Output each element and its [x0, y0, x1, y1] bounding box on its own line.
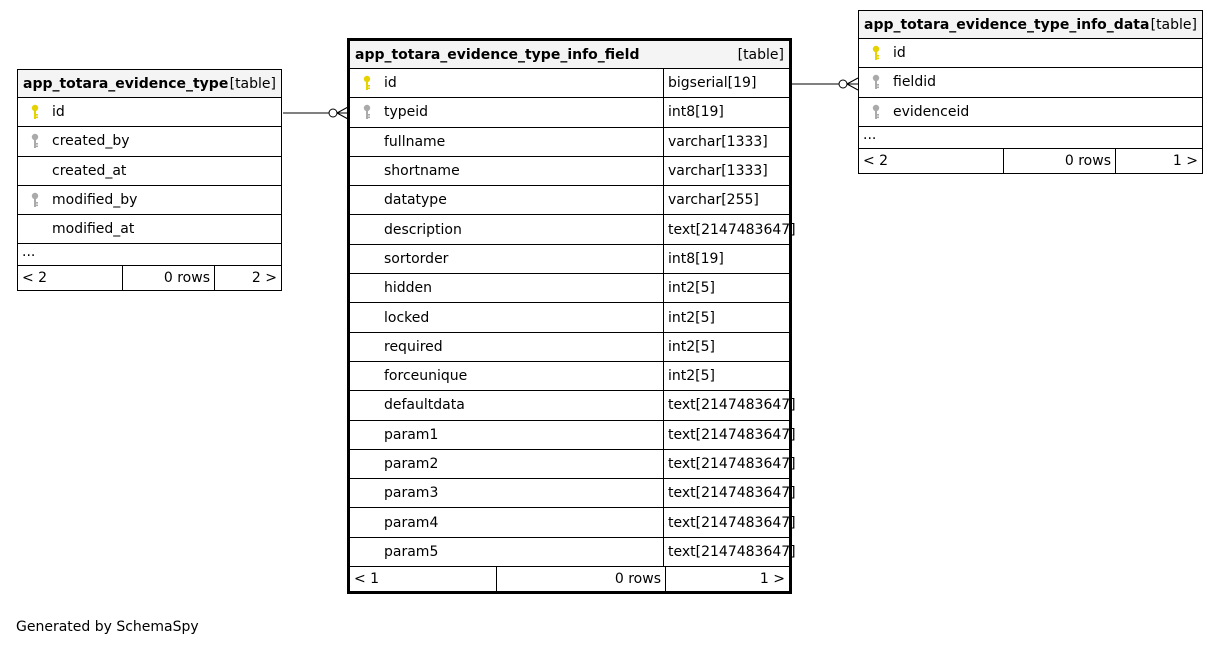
- column-name: evidenceid: [893, 103, 970, 120]
- column-row-defaultdata[interactable]: [350, 391, 796, 420]
- column-name: description: [384, 221, 462, 238]
- column-name: param3: [384, 485, 439, 502]
- column-type: int2[5]: [663, 303, 789, 331]
- column-row-param2[interactable]: [350, 450, 796, 479]
- column-name: required: [384, 338, 443, 355]
- children-count[interactable]: 2 >: [251, 270, 277, 287]
- column-row-fieldid[interactable]: [859, 68, 1202, 97]
- column-type: text[2147483647]: [663, 215, 789, 243]
- column-name: hidden: [384, 280, 433, 297]
- column-type: bigserial[19]: [663, 69, 789, 97]
- column-list: [350, 69, 796, 567]
- column-row-param3[interactable]: [350, 479, 796, 508]
- primary-key-icon: [18, 104, 52, 120]
- foreign-key-icon: [859, 104, 893, 120]
- column-row-required[interactable]: [350, 333, 789, 362]
- column-row-modified_at[interactable]: [18, 215, 281, 244]
- table-kind: [table]: [229, 75, 276, 92]
- column-row-evidenceid[interactable]: [859, 98, 1202, 127]
- foreign-key-icon: [350, 104, 384, 120]
- table-name: app_totara_evidence_type_info_data: [864, 16, 1150, 33]
- column-type: varchar[255]: [663, 186, 789, 214]
- column-name: defaultdata: [384, 397, 465, 414]
- more-columns: ...: [18, 244, 281, 266]
- column-name: param1: [384, 426, 439, 443]
- foreign-key-icon: [859, 74, 893, 90]
- column-type: int2[5]: [663, 333, 789, 361]
- column-name: created_at: [52, 162, 127, 179]
- column-name: param5: [384, 543, 439, 560]
- column-row-created_at[interactable]: [18, 157, 281, 186]
- column-name: typeid: [384, 104, 429, 121]
- table-header: [859, 11, 1202, 39]
- column-list: [859, 39, 1202, 127]
- column-type: int2[5]: [663, 274, 789, 302]
- column-name: id: [384, 75, 397, 92]
- parents-count[interactable]: < 2: [859, 149, 1004, 173]
- column-row-id[interactable]: [18, 98, 281, 127]
- column-row-hidden[interactable]: [350, 274, 789, 303]
- children-count[interactable]: 1 >: [759, 571, 785, 588]
- column-type: varchar[1333]: [663, 128, 789, 156]
- column-row-sortorder[interactable]: [350, 245, 789, 274]
- column-row-modified_by[interactable]: [18, 186, 281, 215]
- column-name: datatype: [384, 192, 447, 209]
- table-info-field[interactable]: [347, 38, 796, 594]
- column-type: int8[19]: [663, 245, 789, 273]
- column-type: text[2147483647]: [663, 479, 789, 507]
- table-kind: [table]: [737, 46, 784, 63]
- column-row-fullname[interactable]: [350, 128, 789, 157]
- parents-count[interactable]: < 1: [350, 567, 497, 591]
- table-header: [18, 70, 281, 98]
- column-name: created_by: [52, 133, 130, 150]
- table-name: app_totara_evidence_type_info_field: [355, 46, 640, 63]
- column-name: param4: [384, 514, 439, 531]
- generated-by-text: Generated by SchemaSpy: [16, 619, 199, 635]
- primary-key-icon: [350, 75, 384, 91]
- column-row-id[interactable]: [859, 39, 1202, 68]
- column-name: locked: [384, 309, 430, 326]
- table-name: app_totara_evidence_type: [23, 75, 229, 92]
- column-row-typeid[interactable]: [350, 98, 789, 127]
- parents-count[interactable]: < 2: [18, 266, 123, 290]
- relation-evidence-type-to-info-field: [283, 107, 348, 119]
- table-footer: [350, 567, 789, 591]
- column-name: modified_by: [52, 192, 138, 209]
- children-count[interactable]: 1 >: [1172, 152, 1198, 169]
- column-name: fullname: [384, 133, 446, 150]
- row-count: 0 rows: [1004, 149, 1116, 173]
- column-type: varchar[1333]: [663, 157, 789, 185]
- column-row-param5[interactable]: [350, 538, 796, 567]
- column-name: id: [893, 45, 906, 62]
- column-type: int8[19]: [663, 98, 789, 126]
- column-type: text[2147483647]: [663, 538, 789, 566]
- table-footer: [859, 149, 1202, 173]
- column-name: modified_at: [52, 221, 135, 238]
- column-row-id[interactable]: [350, 69, 789, 98]
- column-row-param4[interactable]: [350, 508, 796, 537]
- column-row-datatype[interactable]: [350, 186, 789, 215]
- relation-info-field-to-info-data: [790, 78, 858, 90]
- column-name: forceunique: [384, 368, 468, 385]
- column-type: text[2147483647]: [663, 391, 789, 419]
- column-list: [18, 98, 281, 244]
- column-type: int2[5]: [663, 362, 789, 390]
- column-name: shortname: [384, 163, 460, 180]
- column-row-created_by[interactable]: [18, 127, 281, 156]
- column-type: text[2147483647]: [663, 421, 789, 449]
- column-row-description[interactable]: [350, 215, 796, 244]
- column-name: id: [52, 104, 65, 121]
- column-row-locked[interactable]: [350, 303, 789, 332]
- table-header: [350, 41, 789, 69]
- foreign-key-icon: [18, 192, 52, 208]
- table-kind: [table]: [1150, 16, 1197, 33]
- column-type: text[2147483647]: [663, 508, 789, 536]
- column-name: param2: [384, 456, 439, 472]
- row-count: 0 rows: [497, 567, 666, 591]
- column-row-forceunique[interactable]: [350, 362, 789, 391]
- primary-key-icon: [859, 45, 893, 61]
- column-row-shortname[interactable]: [350, 157, 789, 186]
- table-footer: [18, 266, 281, 290]
- foreign-key-icon: [18, 133, 52, 149]
- table-info-data[interactable]: [858, 10, 1203, 174]
- column-type: text[2147483647]: [663, 450, 789, 478]
- column-name: sortorder: [384, 250, 449, 267]
- more-columns: ...: [859, 127, 1202, 149]
- column-row-param1[interactable]: [350, 421, 796, 450]
- table-evidence-type[interactable]: [17, 69, 282, 291]
- column-name: fieldid: [893, 74, 936, 91]
- row-count: 0 rows: [123, 266, 215, 290]
